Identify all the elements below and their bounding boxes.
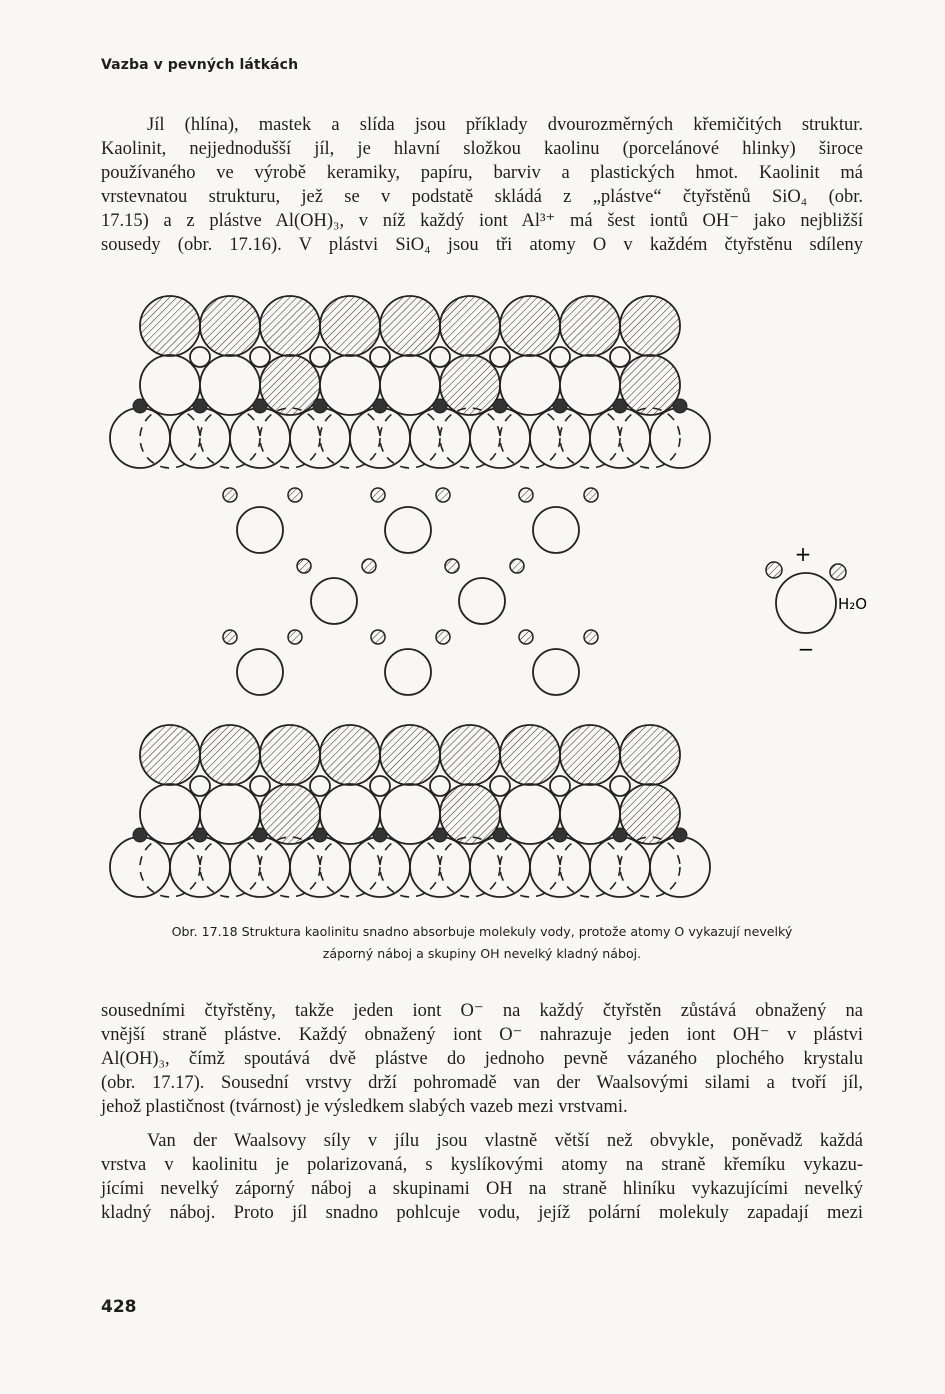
page-number: 428 (101, 1297, 137, 1317)
hydroxyl-group (320, 725, 380, 785)
text-line: vrstva v kaolinitu je polarizovaná, s kyslíkovými atomy na straně křemíku vykazu- (101, 1155, 863, 1175)
silicon-atom (373, 399, 387, 413)
hydrogen-atom (436, 488, 450, 502)
text-line: jícími nevelký záporný náboj a skupinami OH na straně hliníku vykazujícími nevelký (101, 1179, 863, 1199)
hydrogen-atom (830, 564, 846, 580)
kaolinite-layer (110, 296, 710, 468)
hydroxyl-group (380, 296, 440, 356)
text-line: vnější straně plástve. Každý obnažený iont O⁻ nahrazuje jeden iont OH⁻ v plástvi (101, 1025, 863, 1045)
hydrogen-atom (584, 630, 598, 644)
oxygen-atom (533, 649, 579, 695)
oxygen-atom (140, 784, 200, 844)
oxygen-atom (237, 649, 283, 695)
text-line: Al(OH)₃, čímž spoutává dvě plástve do jednoho pevně vázaného plochého krystalu (101, 1049, 863, 1069)
text-line: vrstevnatou strukturu, jež se v podstatě skládá z „plástve“ čtyřstěnů SiO₄ (obr. (101, 187, 863, 207)
aluminium-atom (310, 347, 330, 367)
silicon-atom (253, 828, 267, 842)
aluminium-atom (430, 776, 450, 796)
aluminium-atom (490, 776, 510, 796)
silicon-atom (673, 828, 687, 842)
silicon-atom (553, 828, 567, 842)
silicon-atom (313, 828, 327, 842)
water-molecule (371, 630, 450, 695)
text-line: (obr. 17.17). Sousední vrstvy drží pohromadě van der Waalsovými silami a tvoří jíl, (101, 1073, 863, 1093)
hydroxyl-group (140, 725, 200, 785)
plus-sign: + (794, 542, 812, 566)
oxygen-atom (500, 784, 560, 844)
silicon-atom (553, 399, 567, 413)
aluminium-atom (250, 347, 270, 367)
running-header: Vazba v pevných látkách (101, 57, 299, 73)
oxygen-atom (459, 578, 505, 624)
hydroxyl-group (440, 355, 500, 415)
hydrogen-atom (584, 488, 598, 502)
caption-line: Obr. 17.18 Struktura kaolinitu snadno absorbuje molekuly vody, protože atomy O vykazují nevelký (171, 924, 793, 939)
text-line: sousedy (obr. 17.16). V plástvi SiO₄ jsou tři atomy O v každém čtyřstěnu sdíleny (101, 235, 863, 255)
water-molecule (297, 559, 376, 624)
water-molecule (223, 488, 302, 553)
silicon-atom (493, 399, 507, 413)
hydrogen-atom (297, 559, 311, 573)
silicon-atom (313, 399, 327, 413)
aluminium-atom (550, 347, 570, 367)
oxygen-atom (560, 355, 620, 415)
hydroxyl-group (320, 296, 380, 356)
hydrogen-atom (288, 488, 302, 502)
oxygen-atom (560, 784, 620, 844)
hydroxyl-group (500, 725, 560, 785)
oxygen-atom (140, 355, 200, 415)
hydrogen-atom (223, 488, 237, 502)
hydroxyl-group (560, 296, 620, 356)
water-molecule (223, 630, 302, 695)
text-line: Van der Waalsovy síly v jílu jsou vlastně větší než obvykle, poněvadž každá (147, 1131, 863, 1151)
silicon-atom (613, 399, 627, 413)
hydrogen-atom (288, 630, 302, 644)
text-line: jehož plastičnost (tvárnost) je výsledkem slabých vazeb mezi vrstvami. (101, 1097, 628, 1117)
hydroxyl-group (440, 296, 500, 356)
aluminium-atom (550, 776, 570, 796)
hydrogen-atom (362, 559, 376, 573)
silicon-atom (193, 399, 207, 413)
hydrogen-atom (519, 488, 533, 502)
figure-caption (101, 921, 863, 965)
silicon-atom (133, 399, 147, 413)
silicon-atom (193, 828, 207, 842)
aluminium-atom (370, 776, 390, 796)
hydroxyl-group (620, 725, 680, 785)
hydrogen-atom (223, 630, 237, 644)
text-line: sousedními čtyřstěny, takže jeden iont O⁻ na každý čtyřstěn zůstává obnažený na (101, 1001, 863, 1021)
hydroxyl-group (260, 725, 320, 785)
hydroxyl-group (260, 355, 320, 415)
aluminium-atom (190, 776, 210, 796)
aluminium-atom (310, 776, 330, 796)
oxygen-atom (533, 507, 579, 553)
text-line: Kaolinit, nejjednodušší jíl, je hlavní složkou kaolinu (porcelánové hlinky) široce (101, 139, 863, 159)
oxygen-atom (237, 507, 283, 553)
hydrogen-atom (766, 562, 782, 578)
text-line: Jíl (hlína), mastek a slída jsou příklady dvourozměrných křemičitých struktur. (147, 115, 863, 135)
oxygen-atom (110, 408, 170, 468)
oxygen-atom (385, 507, 431, 553)
hydrogen-atom (436, 630, 450, 644)
water-molecule (371, 488, 450, 553)
oxygen-atom (110, 837, 170, 897)
oxygen-atom (200, 355, 260, 415)
aluminium-atom (610, 776, 630, 796)
oxygen-atom (320, 784, 380, 844)
silicon-atom (253, 399, 267, 413)
hydroxyl-group (380, 725, 440, 785)
oxygen-atom (320, 355, 380, 415)
hydrogen-atom (445, 559, 459, 573)
paragraph-2 (101, 999, 863, 1119)
silicon-atom (373, 828, 387, 842)
oxygen-atom (776, 573, 836, 633)
hydroxyl-group (260, 784, 320, 844)
text-line: používaného ve výrobě keramiky, papíru, barviv a plastických hmot. Kaolinit má (101, 163, 863, 183)
oxygen-atom (200, 784, 260, 844)
text-line: 17.15) a z plástve Al(OH)₃, v níž každý iont Al³⁺ má šest iontů OH⁻ jako nejbližší (101, 211, 863, 231)
aluminium-atom (610, 347, 630, 367)
oxygen-atom (380, 355, 440, 415)
hydroxyl-group (260, 296, 320, 356)
water-molecule (519, 488, 598, 553)
silicon-atom (433, 828, 447, 842)
hydroxyl-group (200, 725, 260, 785)
water-molecule (519, 630, 598, 695)
minus-sign: − (797, 637, 815, 661)
hydroxyl-group (560, 725, 620, 785)
water-label: H₂O (838, 595, 868, 613)
oxygen-atom (500, 355, 560, 415)
paragraph-3 (101, 1129, 863, 1225)
hydrogen-atom (371, 488, 385, 502)
aluminium-atom (250, 776, 270, 796)
silicon-atom (133, 828, 147, 842)
oxygen-atom (385, 649, 431, 695)
silicon-atom (613, 828, 627, 842)
hydroxyl-group (620, 296, 680, 356)
silicon-atom (493, 828, 507, 842)
hydroxyl-group (140, 296, 200, 356)
hydrogen-atom (371, 630, 385, 644)
hydroxyl-group (440, 725, 500, 785)
hydroxyl-group (200, 296, 260, 356)
hydroxyl-group (440, 784, 500, 844)
text-line: kladný náboj. Proto jíl snadno pohlcuje vodu, jejíž polární molekuly zapadají mezi (101, 1203, 863, 1223)
kaolinite-layer (110, 725, 710, 897)
hydroxyl-group (500, 296, 560, 356)
hydroxyl-group (620, 784, 680, 844)
silicon-atom (673, 399, 687, 413)
hydrogen-atom (510, 559, 524, 573)
oxygen-atom (311, 578, 357, 624)
silicon-atom (433, 399, 447, 413)
water-molecule-legend (766, 562, 846, 633)
hydrogen-atom (519, 630, 533, 644)
caption-line: záporný náboj a skupiny OH nevelký kladný náboj. (322, 946, 642, 961)
aluminium-atom (430, 347, 450, 367)
hydroxyl-group (620, 355, 680, 415)
aluminium-atom (370, 347, 390, 367)
aluminium-atom (190, 347, 210, 367)
aluminium-atom (490, 347, 510, 367)
water-molecule (445, 559, 524, 624)
oxygen-atom (380, 784, 440, 844)
